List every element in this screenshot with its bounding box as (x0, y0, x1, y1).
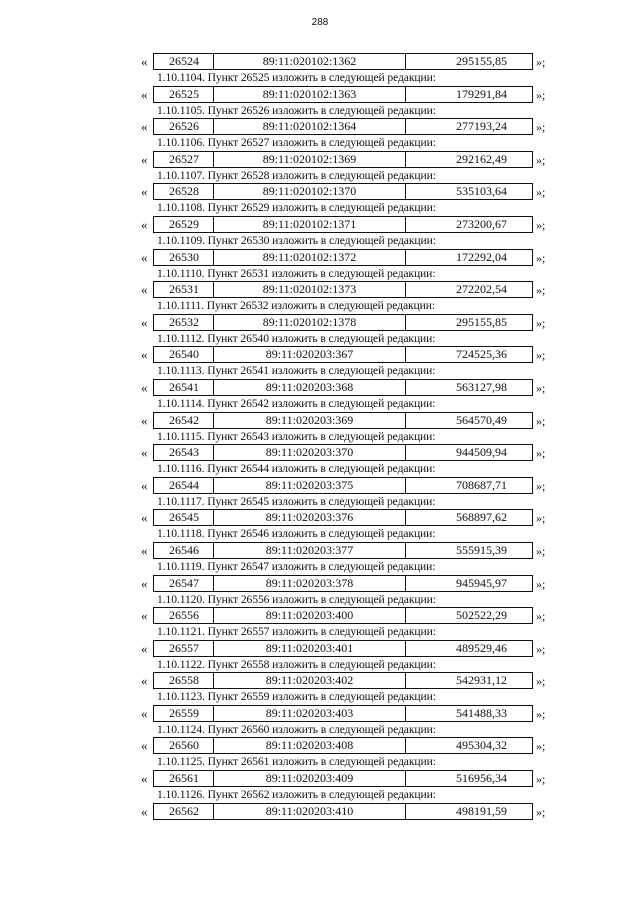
cadastral-value: 295155,85 (456, 314, 507, 329)
amendment-instruction: 1.10.1107. Пункт 26528 изложить в следующей редакции: (157, 168, 436, 182)
cadastral-value: 277193,24 (456, 119, 507, 134)
table-row (141, 280, 561, 300)
cadastral-value: 535103,64 (456, 184, 507, 199)
cadastral-number: 89:11:020203:376 (214, 510, 406, 525)
amendment-instruction: 1.10.1108. Пункт 26529 изложить в следующей редакции: (157, 201, 436, 215)
closing-quote: »; (536, 120, 546, 135)
entry-table (153, 86, 533, 103)
opening-quote: « (141, 803, 148, 819)
amendment-instruction: 1.10.1119. Пункт 26547 изложить в следующей редакции: (157, 559, 436, 573)
cadastral-number: 89:11:020203:401 (214, 641, 406, 656)
table-row (141, 182, 561, 202)
table-row (141, 769, 561, 789)
opening-quote: « (141, 542, 148, 558)
entry-table (153, 803, 533, 820)
item-number: 26526 (154, 119, 214, 134)
table-row (141, 378, 561, 398)
cadastral-value: 541488,33 (456, 705, 507, 720)
cadastral-value: 292162,49 (456, 151, 507, 166)
amendment-instruction: 1.10.1118. Пункт 26546 изложить в следующей редакции: (157, 527, 436, 541)
cadastral-value: 489529,46 (456, 640, 507, 655)
amendment-instruction: 1.10.1110. Пункт 26531 изложить в следующей редакции: (157, 266, 436, 280)
closing-quote: »; (536, 315, 546, 330)
cadastral-number: 89:11:020203:409 (214, 771, 406, 786)
cadastral-value: 272202,54 (456, 282, 507, 297)
opening-quote: « (141, 771, 148, 787)
amendment-instruction: 1.10.1124. Пункт 26560 изложить в следующей редакции: (157, 722, 436, 736)
closing-quote: »; (536, 446, 546, 461)
entry-table (153, 412, 533, 429)
opening-quote: « (141, 282, 148, 298)
closing-quote: »; (536, 87, 546, 102)
closing-quote: »; (536, 576, 546, 591)
item-number: 26561 (154, 771, 214, 786)
item-number: 26540 (154, 347, 214, 362)
cadastral-number: 89:11:020203:375 (214, 478, 406, 493)
item-number: 26541 (154, 380, 214, 395)
opening-quote: « (141, 575, 148, 591)
cadastral-value: 945945,97 (456, 575, 507, 590)
table-row (141, 345, 561, 365)
amendment-instruction: 1.10.1112. Пункт 26540 изложить в следующей редакции: (157, 331, 436, 345)
opening-quote: « (141, 705, 148, 721)
item-number: 26524 (154, 54, 214, 69)
cadastral-value: 179291,84 (456, 86, 507, 101)
entry-table (153, 281, 533, 298)
amendment-instruction: 1.10.1113. Пункт 26541 изложить в следующей редакции: (157, 364, 436, 378)
cadastral-number: 89:11:020102:1363 (214, 87, 406, 102)
opening-quote: « (141, 54, 148, 69)
closing-quote: »; (536, 55, 546, 69)
closing-quote: »; (536, 348, 546, 363)
opening-quote: « (141, 151, 148, 167)
cadastral-value: 172292,04 (456, 249, 507, 264)
cadastral-value: 495304,32 (456, 738, 507, 753)
entry-table (153, 314, 533, 331)
item-number: 26544 (154, 478, 214, 493)
cadastral-value: 564570,49 (456, 412, 507, 427)
amendment-instruction: 1.10.1115. Пункт 26543 изложить в следующей редакции: (157, 429, 436, 443)
opening-quote: « (141, 412, 148, 428)
entry-table (153, 183, 533, 200)
closing-quote: »; (536, 283, 546, 298)
opening-quote: « (141, 216, 148, 232)
amendment-instruction: 1.10.1117. Пункт 26545 изложить в следующей редакции: (157, 494, 436, 508)
item-number: 26556 (154, 608, 214, 623)
table-row (141, 248, 561, 268)
item-number: 26532 (154, 315, 214, 330)
item-number: 26559 (154, 706, 214, 721)
cadastral-number: 89:11:020203:370 (214, 445, 406, 460)
cadastral-value: 708687,71 (456, 477, 507, 492)
opening-quote: « (141, 347, 148, 363)
table-row (141, 508, 561, 528)
cadastral-number: 89:11:020203:402 (214, 673, 406, 688)
cadastral-value: 498191,59 (456, 803, 507, 818)
cadastral-number: 89:11:020203:400 (214, 608, 406, 623)
entry-table (153, 672, 533, 689)
closing-quote: »; (536, 674, 546, 689)
amendment-instruction: 1.10.1109. Пункт 26530 изложить в следующей редакции: (157, 233, 436, 247)
opening-quote: « (141, 445, 148, 461)
closing-quote: »; (536, 478, 546, 493)
cadastral-number: 89:11:020102:1370 (214, 184, 406, 199)
cadastral-number: 89:11:020102:1373 (214, 282, 406, 297)
amendment-instruction: 1.10.1122. Пункт 26558 изложить в следующей редакции: (157, 657, 436, 671)
opening-quote: « (141, 249, 148, 265)
cadastral-value: 295155,85 (456, 54, 507, 68)
closing-quote: »; (536, 185, 546, 200)
table-row (141, 411, 561, 431)
cadastral-number: 89:11:020102:1371 (214, 217, 406, 232)
opening-quote: « (141, 86, 148, 102)
closing-quote: »; (536, 380, 546, 395)
entry-table (153, 607, 533, 624)
closing-quote: »; (536, 543, 546, 558)
item-number: 26560 (154, 738, 214, 753)
opening-quote: « (141, 640, 148, 656)
amendment-instruction: 1.10.1114. Пункт 26542 изложить в следующей редакции: (157, 396, 436, 410)
item-number: 26546 (154, 543, 214, 558)
closing-quote: »; (536, 641, 546, 656)
cadastral-number: 89:11:020203:408 (214, 738, 406, 753)
cadastral-value: 273200,67 (456, 216, 507, 231)
opening-quote: « (141, 477, 148, 493)
table-row (141, 85, 561, 105)
entry-table (153, 737, 533, 754)
item-number: 26558 (154, 673, 214, 688)
opening-quote: « (141, 608, 148, 624)
item-number: 26545 (154, 510, 214, 525)
table-row (141, 313, 561, 333)
item-number: 26527 (154, 152, 214, 167)
entry-table (153, 346, 533, 363)
closing-quote: »; (536, 609, 546, 624)
cadastral-number: 89:11:020203:403 (214, 706, 406, 721)
closing-quote: »; (536, 152, 546, 167)
opening-quote: « (141, 379, 148, 395)
item-number: 26557 (154, 641, 214, 656)
table-row (141, 150, 561, 170)
entry-table (153, 151, 533, 168)
entry-table (153, 705, 533, 722)
closing-quote: »; (536, 217, 546, 232)
opening-quote: « (141, 119, 148, 135)
opening-quote: « (141, 184, 148, 200)
closing-quote: »; (536, 413, 546, 428)
closing-quote: »; (536, 250, 546, 265)
opening-quote: « (141, 314, 148, 330)
entry-table (153, 53, 533, 70)
page-number: 288 (311, 17, 329, 28)
amendment-instruction: 1.10.1105. Пункт 26526 изложить в следующей редакции: (157, 103, 436, 117)
item-number: 26547 (154, 576, 214, 591)
table-row (141, 606, 561, 626)
cadastral-number: 89:11:020102:1372 (214, 250, 406, 265)
item-number: 26562 (154, 804, 214, 819)
opening-quote: « (141, 673, 148, 689)
opening-quote: « (141, 738, 148, 754)
table-row (141, 802, 561, 822)
item-number: 26528 (154, 184, 214, 199)
closing-quote: »; (536, 706, 546, 721)
item-number: 26525 (154, 87, 214, 102)
table-row (141, 671, 561, 691)
amendment-instruction: 1.10.1126. Пункт 26562 изложить в следующей редакции: (157, 788, 436, 802)
entry-table (153, 249, 533, 266)
closing-quote: »; (536, 804, 546, 819)
entry-table (153, 216, 533, 233)
entry-table (153, 509, 533, 526)
cadastral-value: 502522,29 (456, 608, 507, 623)
cadastral-number: 89:11:020203:367 (214, 347, 406, 362)
amendment-instruction: 1.10.1111. Пункт 26532 изложить в следующей редакции: (157, 299, 435, 313)
entry-table (153, 379, 533, 396)
item-number: 26530 (154, 250, 214, 265)
closing-quote: »; (536, 739, 546, 754)
table-row (141, 476, 561, 496)
cadastral-number: 89:11:020203:378 (214, 576, 406, 591)
amendment-instruction: 1.10.1125. Пункт 26561 изложить в следующей редакции: (157, 755, 436, 769)
item-number: 26529 (154, 217, 214, 232)
cadastral-value: 944509,94 (456, 445, 507, 460)
document-body (141, 52, 561, 822)
cadastral-number: 89:11:020102:1378 (214, 315, 406, 330)
cadastral-number: 89:11:020102:1362 (214, 54, 406, 69)
table-row (141, 736, 561, 756)
amendment-instruction: 1.10.1104. Пункт 26525 изложить в следующей редакции: (157, 71, 436, 84)
entry-table (153, 542, 533, 559)
item-number: 26543 (154, 445, 214, 460)
entry-table (153, 118, 533, 135)
cadastral-value: 563127,98 (456, 379, 507, 394)
entry-table (153, 575, 533, 592)
table-row (141, 574, 561, 594)
amendment-instruction: 1.10.1121. Пункт 26557 изложить в следующей редакции: (157, 625, 436, 639)
cadastral-number: 89:11:020203:369 (214, 413, 406, 428)
cadastral-value: 542931,12 (456, 673, 507, 688)
opening-quote: « (141, 510, 148, 526)
cadastral-number: 89:11:020203:410 (214, 804, 406, 819)
entry-table (153, 444, 533, 461)
table-row (141, 117, 561, 137)
table-row (141, 52, 561, 72)
closing-quote: »; (536, 511, 546, 526)
amendment-instruction: 1.10.1120. Пункт 26556 изложить в следующей редакции: (157, 592, 436, 606)
cadastral-value: 555915,39 (456, 542, 507, 557)
cadastral-number: 89:11:020102:1369 (214, 152, 406, 167)
table-row (141, 541, 561, 561)
amendment-instruction: 1.10.1106. Пункт 26527 изложить в следующей редакции: (157, 136, 436, 150)
cadastral-value: 516956,34 (456, 771, 507, 786)
table-row (141, 443, 561, 463)
entry-table (153, 477, 533, 494)
entry-table (153, 770, 533, 787)
cadastral-value: 568897,62 (456, 510, 507, 525)
cadastral-number: 89:11:020203:368 (214, 380, 406, 395)
closing-quote: »; (536, 772, 546, 787)
item-number: 26542 (154, 413, 214, 428)
table-row (141, 215, 561, 235)
amendment-instruction: 1.10.1123. Пункт 26559 изложить в следующей редакции: (157, 690, 436, 704)
table-row (141, 704, 561, 724)
table-row (141, 639, 561, 659)
cadastral-number: 89:11:020203:377 (214, 543, 406, 558)
entry-table (153, 640, 533, 657)
item-number: 26531 (154, 282, 214, 297)
cadastral-value: 724525,36 (456, 347, 507, 362)
cadastral-number: 89:11:020102:1364 (214, 119, 406, 134)
amendment-instruction: 1.10.1116. Пункт 26544 изложить в следующей редакции: (157, 462, 436, 476)
